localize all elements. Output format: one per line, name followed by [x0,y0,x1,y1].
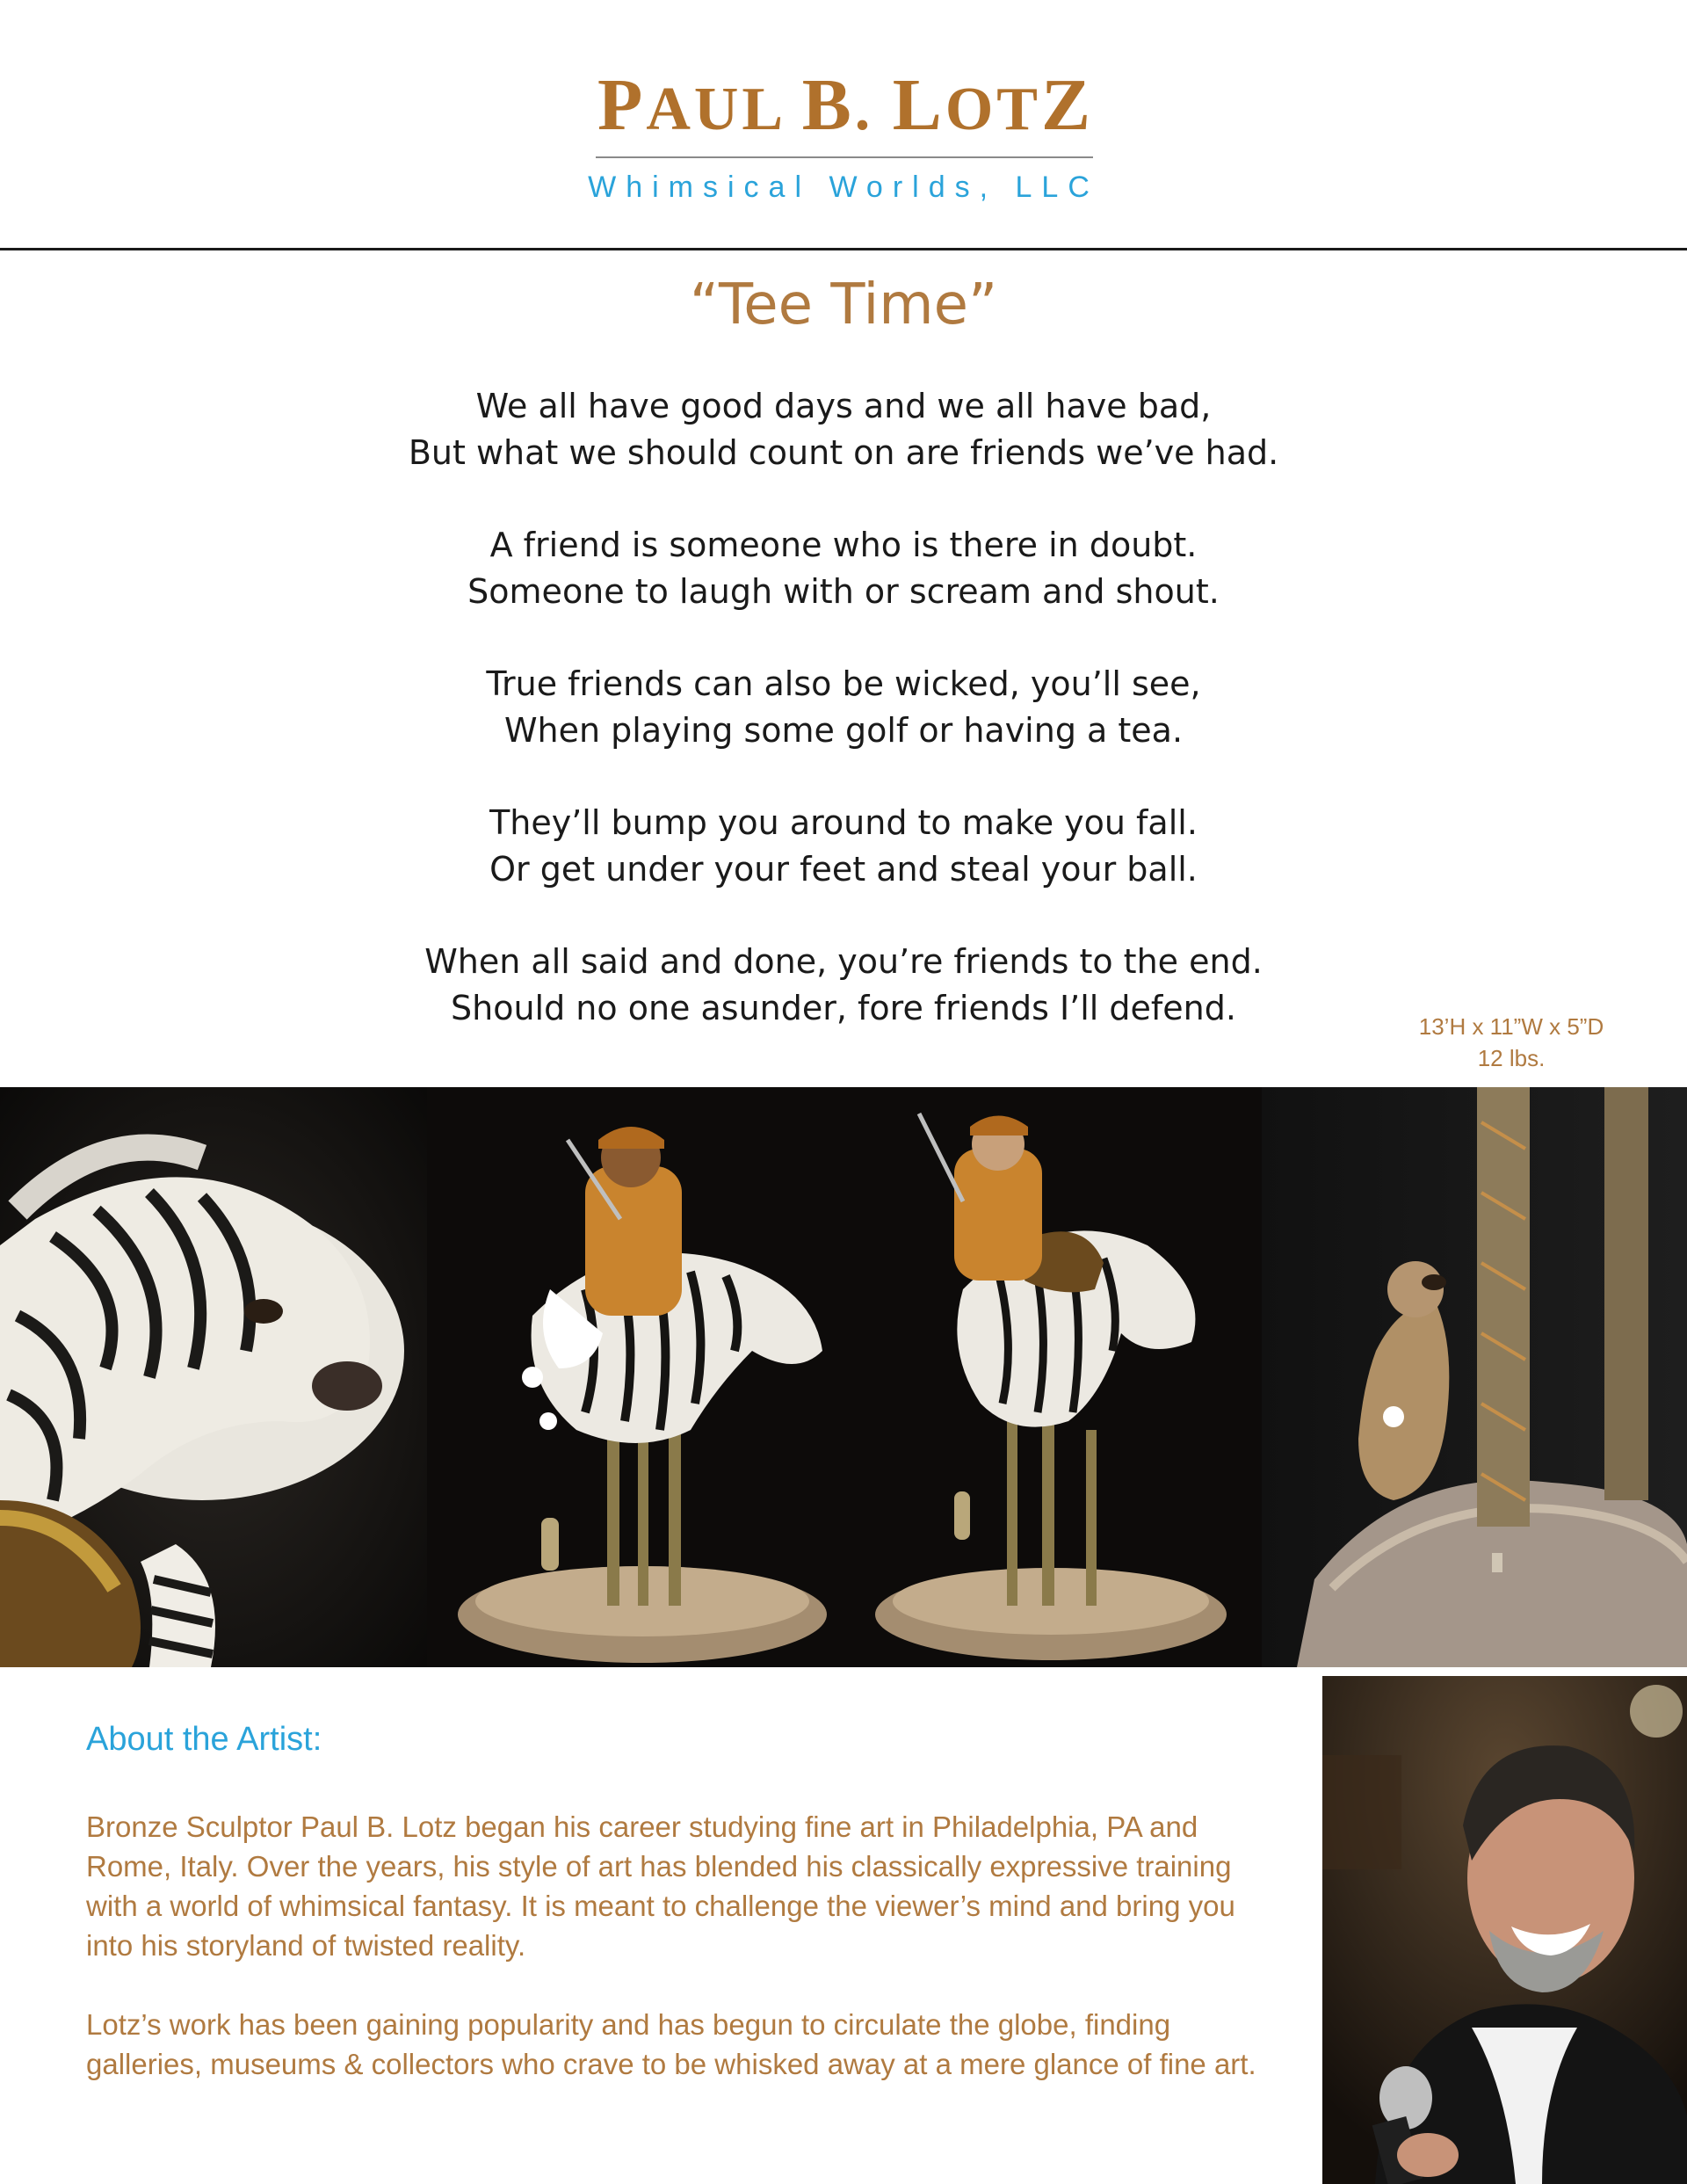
poem-line: Or get under your feet and steal your ball. [489,850,1198,889]
logo-underline [596,156,1093,158]
about-paragraph: Lotz’s work has been gaining popularity and has begun to circulate the globe, finding galleries, museums & collectors who crave to be whisked away at a mere glance of fine art. [86,2008,1256,2080]
poem [228,383,1459,1077]
poem-line: They’ll bump you around to make you fall. [489,803,1198,842]
logo-letter: Z [1040,64,1094,146]
poem-stanza [228,661,1459,754]
logo-letters: OT [945,76,1041,143]
poem-line: Someone to laugh with or scream and shout. [467,572,1220,611]
logo-letter: B [801,64,855,146]
header-divider [0,248,1687,250]
poem-line: True friends can also be wicked, you’ll see, [486,664,1201,703]
poem-line: Should no one asunder, fore friends I’ll defend. [451,989,1236,1027]
artwork-weight: 12 lbs. [1477,1045,1546,1071]
logo-letter: P [597,64,647,146]
sculpture-angle-photo [858,1087,1262,1667]
poem-line: We all have good days and we all have bad, [475,387,1212,425]
about-paragraph: Bronze Sculptor Paul B. Lotz began his career studying fine art in Philadelphia, PA and Rome, Italy. Over the years, his style of art has blended his classically expressive training with a world of whimsical fantasy. It is meant to challenge the viewer’s mind and bring you into his storyland of twisted reality. [86,1810,1235,1962]
about-heading: About the Artist: [86,1721,322,1758]
meerkat-detail-photo [1262,1087,1687,1667]
zebra-closeup-photo [0,1087,427,1667]
company-tagline: Whimsical Worlds, LLC [588,171,1099,204]
poem-stanza [228,522,1459,615]
about-text [86,1807,1281,2123]
poem-stanza [228,383,1459,476]
brand-logo [597,64,1094,146]
logo-dot: . [854,76,893,143]
artwork-dimensions: 13’H x 11”W x 5”D [1418,1013,1604,1040]
artist-portrait-photo [1322,1676,1687,2184]
poem-line: But what we should count on are friends we’ve had. [408,433,1279,472]
poem-line: A friend is someone who is there in doubt. [489,526,1198,564]
logo-letter: L [892,64,945,146]
poem-line: When playing some golf or having a tea. [503,711,1184,750]
poem-stanza [228,939,1459,1032]
page-header [0,0,1687,250]
sculpture-front-photo [427,1087,858,1667]
artwork-specs [1353,1011,1669,1074]
photo-gallery [0,1087,1687,1667]
logo-letters: AUL [646,76,802,143]
artwork-title: “Tee Time” [689,272,998,337]
poem-line: When all said and done, you’re friends to the end. [424,942,1263,981]
poem-stanza [228,800,1459,893]
